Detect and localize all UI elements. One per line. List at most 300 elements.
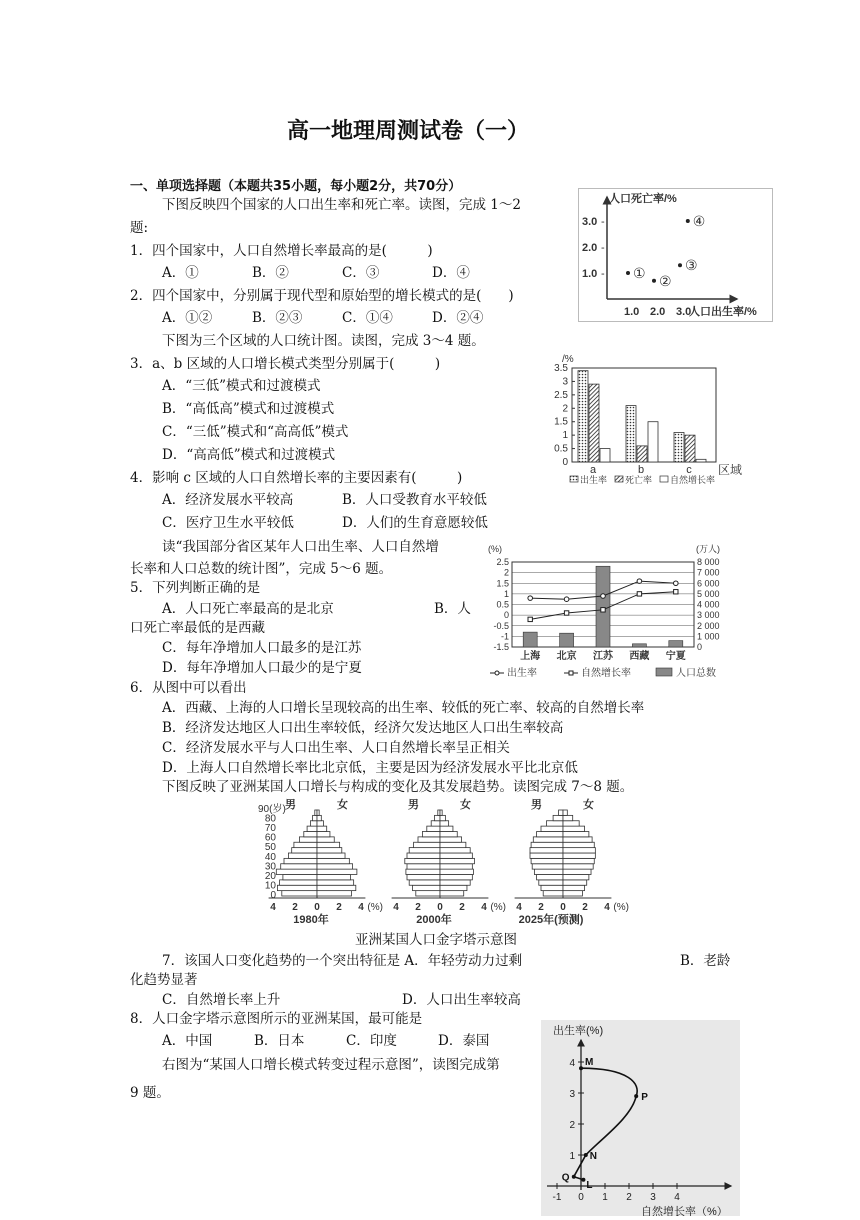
right-tick-label: 3 000	[697, 610, 720, 621]
x-tick-label: 0	[560, 902, 566, 913]
question-2: 2．四个国家中，分别属于现代型和原始型的增长模式的是( )	[130, 288, 514, 304]
male-bar	[539, 880, 563, 885]
y-tick-label: 2.5	[554, 389, 568, 401]
x-tick-label: 4	[393, 902, 399, 913]
right-tick-label: 7 000	[697, 567, 720, 578]
section-heading: 一、单项选择题（本题共35小题，每小题2分，共70分）	[130, 179, 462, 194]
bar	[674, 432, 684, 462]
male-bar	[533, 837, 563, 842]
female-bar	[317, 875, 350, 880]
age-tick-label: 0	[270, 890, 276, 901]
y-tick-mark: -	[601, 216, 605, 228]
point-label: ①	[633, 265, 646, 281]
male-bar	[307, 826, 317, 831]
male-bar	[292, 848, 317, 853]
question-5: 5．下列判断正确的是	[130, 580, 261, 596]
female-bar	[563, 832, 589, 837]
x-tick-label: 4	[674, 1192, 680, 1203]
point-growth-rate	[674, 590, 678, 594]
question-7-option-b: B．老龄	[680, 953, 731, 969]
x-tick-label: 0	[578, 1192, 584, 1203]
male-bar	[422, 832, 440, 837]
female-bar	[563, 864, 593, 869]
male-bar	[310, 821, 317, 826]
data-point	[652, 279, 656, 283]
y-tick-label: 4	[569, 1058, 575, 1069]
legend-swatch	[615, 476, 623, 482]
point-birth-rate	[674, 581, 679, 586]
x-tick-label: 4	[604, 902, 610, 913]
x-tick-label: 4	[481, 902, 487, 913]
option: B．②	[252, 265, 289, 281]
scatter-chart	[579, 189, 772, 321]
bar	[626, 406, 636, 462]
legend-marker	[495, 671, 499, 675]
curve-point	[581, 1178, 585, 1182]
female-bar	[440, 858, 474, 863]
left-tick-label: 0	[503, 610, 509, 621]
bar	[600, 449, 610, 462]
question-6-option-a: A．西藏、上海的人口增长呈现较高的出生率、较低的死亡率、较高的自然增长率	[162, 700, 645, 716]
right-tick-label: 4 000	[697, 599, 720, 610]
question-4-options-ab	[162, 489, 487, 511]
y-axis-label: 出生率(%)	[553, 1025, 604, 1037]
question-2-options	[162, 307, 483, 329]
intro-q5-6: 读“我国部分省区某年人口出生率、人口自然增	[162, 539, 439, 555]
female-bar	[563, 858, 594, 863]
point-label: ③	[685, 257, 698, 274]
female-bar	[317, 810, 319, 815]
y-tick-label: 1.5	[554, 416, 568, 428]
age-tick-label: 60	[264, 832, 276, 844]
male-bar	[416, 891, 440, 896]
male-label: 男	[531, 799, 542, 811]
female-bar	[440, 815, 445, 820]
point-birth-rate	[637, 579, 642, 584]
male-bar	[559, 810, 563, 815]
y-tick-mark: -	[601, 268, 605, 280]
page-title: 高一地理周测试卷（一）	[287, 119, 530, 144]
y-tick-label: 3	[569, 1089, 575, 1100]
legend-swatch	[570, 476, 578, 482]
left-tick-label: -1	[500, 631, 509, 642]
question-4: 4．影响 c 区域的人口自然增长率的主要因素有( )	[130, 470, 463, 486]
question-7: 7．该国人口变化趋势的一个突出特征是 A．年轻劳动力过剩	[162, 953, 523, 969]
female-bar	[317, 858, 349, 863]
legend-marker	[569, 671, 573, 675]
x-tick-label: 2	[626, 1192, 632, 1203]
y-tick-label: 0	[562, 457, 568, 468]
bar	[589, 384, 599, 462]
male-bar	[409, 880, 440, 885]
x-tick-label: 1	[602, 1192, 608, 1203]
male-bar	[541, 826, 563, 831]
female-bar	[317, 864, 353, 869]
point-label: P	[641, 1092, 648, 1104]
female-bar	[440, 853, 472, 858]
transition-curve-chart	[541, 1020, 740, 1216]
age-tick-label: 80	[264, 813, 276, 825]
question-5-option-b-cont: 口死亡率最低的是西藏	[130, 620, 265, 636]
left-tick-label: -1.5	[493, 642, 509, 652]
legend-label: 自然增长率	[581, 668, 631, 679]
x-axis-label: 区域	[718, 463, 743, 477]
pyramid-year: 2025年(预测)	[518, 914, 584, 926]
female-bar	[563, 837, 592, 842]
female-bar	[317, 821, 323, 826]
category-label: b	[637, 464, 645, 476]
female-bar	[440, 880, 470, 885]
point-label: ②	[659, 272, 672, 289]
female-bar	[440, 826, 453, 831]
curve-point	[584, 1153, 588, 1157]
male-bar	[543, 891, 563, 896]
option: D．人们的生育意愿较低	[342, 515, 488, 531]
option: C．①④	[342, 310, 393, 326]
option: A．经济发展水平较高	[162, 492, 294, 508]
female-bar	[440, 864, 472, 869]
question-3-option-c: C．“三低”模式和“高高低”模式	[162, 424, 349, 440]
female-bar	[563, 826, 585, 831]
male-bar	[405, 858, 440, 863]
male-bar	[553, 815, 563, 820]
left-unit: (%)	[488, 544, 502, 554]
category-label: a	[589, 464, 597, 476]
male-bar	[537, 832, 563, 837]
point-growth-rate	[601, 608, 605, 612]
male-bar	[276, 869, 317, 874]
question-8: 8．人口金字塔示意图所示的亚洲某国，最可能是	[130, 1011, 423, 1027]
female-bar	[563, 842, 594, 847]
male-bar	[537, 875, 563, 880]
age-tick-label: 10	[264, 880, 276, 892]
age-axis-label: 90(岁)	[258, 804, 286, 815]
age-tick-label: 50	[264, 842, 276, 854]
question-6: 6．从图中可以看出	[130, 680, 247, 696]
bar	[637, 446, 647, 462]
right-tick-label: 1 000	[697, 631, 720, 642]
left-tick-label: 1	[503, 588, 509, 599]
point-birth-rate	[601, 594, 606, 599]
legend-label: 出生率	[507, 668, 537, 679]
x-tick-label: 3.0	[676, 306, 692, 318]
male-bar	[284, 858, 317, 863]
question-3-option-b: B．“高低高”模式和过渡模式	[162, 401, 335, 417]
male-bar	[531, 842, 563, 847]
data-point	[686, 219, 690, 223]
y-tick-label: 3.0	[582, 216, 598, 228]
legend-swatch	[660, 476, 668, 482]
y-tick-label: 0.5	[554, 443, 568, 455]
point-birth-rate	[528, 596, 533, 601]
x-unit: (%)	[490, 902, 506, 913]
female-bar	[317, 826, 327, 831]
male-bar	[288, 853, 317, 858]
question-5-option-a: A．人口死亡率最高的是北京	[162, 601, 334, 617]
x-tick-label: 4	[358, 902, 364, 913]
y-tick-label: 2	[569, 1120, 575, 1131]
female-bar	[317, 885, 356, 890]
male-bar	[414, 842, 440, 847]
male-bar	[431, 821, 440, 826]
male-bar	[435, 815, 441, 820]
male-bar	[283, 875, 317, 880]
female-bar	[440, 869, 473, 874]
x-tick-label: 4	[270, 902, 276, 913]
option: A．①	[162, 265, 199, 281]
female-bar	[563, 880, 587, 885]
data-point	[626, 271, 630, 275]
bar	[685, 435, 695, 462]
figure-region-bar-chart	[548, 352, 743, 492]
question-1-options	[162, 262, 470, 284]
curve-point	[634, 1094, 638, 1098]
question-5-option-b: B．人	[434, 601, 471, 617]
legend-label: 出生率	[580, 475, 608, 485]
male-bar	[530, 853, 563, 858]
x-tick-label: 2.0	[650, 306, 666, 318]
y-tick-label: 1	[562, 430, 568, 442]
bar	[696, 459, 706, 462]
x-tick-label: 2	[459, 902, 465, 913]
point-label: M	[585, 1057, 594, 1069]
question-3: 3．a、b 区域的人口增长模式类型分别属于( )	[130, 356, 441, 372]
female-label: 女	[460, 799, 471, 811]
female-bar	[563, 848, 595, 853]
pyramid-year: 1980年	[293, 914, 329, 926]
bar	[578, 371, 588, 462]
right-tick-label: 0	[697, 642, 703, 652]
question-1: 1．四个国家中，人口自然增长率最高的是( )	[130, 243, 433, 259]
female-bar	[440, 810, 442, 815]
male-bar	[407, 853, 440, 858]
right-unit: (万人)	[696, 544, 720, 554]
curve-point	[572, 1175, 576, 1179]
question-3-option-d: D．“高高低”模式和过渡模式	[162, 447, 336, 463]
intro-q3-4: 下图为三个区域的人口统计图。读图，完成 3～4 题。	[162, 333, 485, 349]
female-bar	[317, 842, 340, 847]
question-5-option-c: C．每年净增加人口最多的是江苏	[162, 640, 362, 656]
x-tick-label: 0	[437, 902, 443, 913]
male-bar	[299, 837, 317, 842]
question-4-options-cd	[162, 512, 488, 534]
female-bar	[317, 837, 334, 842]
intro-q9-cont: 9 题。	[130, 1085, 170, 1101]
right-tick-label: 5 000	[697, 588, 720, 599]
intro-q9: 右图为“某国人口增长模式转变过程示意图”，读图完成第	[162, 1057, 500, 1073]
female-bar	[563, 891, 582, 896]
legend-label: 自然增长率	[670, 475, 716, 485]
x-axis-label: 人口出生率/%	[689, 306, 757, 318]
legend-swatch	[656, 668, 672, 676]
option: D．泰国	[438, 1033, 490, 1049]
female-bar	[440, 848, 470, 853]
y-tick-label: 2	[562, 403, 568, 415]
legend-label: 死亡率	[625, 475, 653, 485]
female-bar	[563, 810, 567, 815]
figure-birth-death-scatter	[578, 188, 773, 322]
x-tick-label: 2	[538, 902, 544, 913]
question-3-option-a: A．“三低”模式和过渡模式	[162, 378, 321, 394]
male-bar	[406, 869, 440, 874]
option: C．医疗卫生水平较低	[162, 515, 294, 531]
question-8-options	[162, 1030, 489, 1052]
figure-province-combo-chart	[484, 542, 744, 684]
point-label: ④	[692, 213, 706, 229]
female-bar	[440, 885, 467, 890]
female-bar	[440, 891, 464, 896]
male-bar	[532, 864, 563, 869]
female-bar	[317, 815, 321, 820]
female-bar	[563, 875, 589, 880]
male-bar	[541, 885, 563, 890]
option: C．印度	[346, 1033, 397, 1049]
figure-population-pyramids	[254, 796, 634, 928]
female-bar	[563, 815, 573, 820]
right-tick-label: 8 000	[697, 557, 720, 567]
x-tick-label: 2	[292, 902, 298, 913]
male-bar	[281, 864, 317, 869]
female-label: 女	[583, 799, 594, 811]
question-7-option-d: D．人口出生率较高	[402, 992, 521, 1008]
question-7-option-c: C．自然增长率上升	[162, 992, 281, 1008]
unit-label: /%	[562, 354, 574, 365]
y-axis-label: 人口死亡率/%	[609, 193, 677, 205]
question-7-option-b-cont: 化趋势显著	[130, 972, 198, 988]
female-bar	[317, 880, 354, 885]
female-bar	[440, 837, 462, 842]
point-label: N	[589, 1151, 598, 1162]
male-bar	[294, 842, 317, 847]
intro-q7-8: 下图反映了亚洲某国人口增长与构成的变化及其发展趋势。读图完成 7～8 题。	[162, 779, 634, 795]
bar-chart	[548, 352, 743, 492]
female-bar	[440, 832, 457, 837]
female-bar	[317, 848, 342, 853]
female-bar	[317, 869, 357, 874]
female-bar	[317, 832, 330, 837]
male-bar	[407, 875, 440, 880]
x-tick-label: -1	[552, 1192, 562, 1203]
bar	[648, 422, 658, 462]
question-6-option-c: C．经济发展水平与人口出生率、人口自然增长率呈正相关	[162, 740, 510, 756]
figure-growth-transition	[541, 1020, 740, 1216]
category-label: 宁夏	[665, 651, 686, 662]
age-tick-label: 40	[264, 851, 276, 863]
y-tick-label: 3	[562, 376, 568, 388]
female-bar	[563, 821, 579, 826]
bar-population	[596, 566, 610, 647]
y-tick-label: 2.0	[582, 242, 598, 254]
combo-chart	[484, 542, 744, 684]
female-bar	[317, 853, 345, 858]
category-label: c	[686, 464, 692, 476]
female-bar	[440, 842, 466, 847]
female-bar	[440, 821, 449, 826]
left-tick-label: 2.5	[496, 557, 509, 567]
question-5-option-d: D．每年净增加人口最少的是宁夏	[162, 660, 362, 676]
right-tick-label: 6 000	[697, 578, 720, 589]
female-label: 女	[337, 799, 348, 811]
option: B．日本	[254, 1033, 305, 1049]
left-tick-label: 1.5	[496, 578, 509, 589]
female-bar	[563, 869, 591, 874]
bar-population	[669, 641, 683, 647]
male-bar	[313, 815, 317, 820]
category-label: 江苏	[593, 651, 613, 662]
left-tick-label: 2	[503, 567, 509, 578]
x-tick-label: 2	[415, 902, 421, 913]
point-growth-rate	[564, 611, 568, 615]
point-label: Q	[561, 1172, 570, 1184]
x-unit: (%)	[367, 902, 383, 913]
option: C．③	[342, 265, 380, 281]
bar-population	[560, 633, 574, 647]
male-bar	[304, 832, 317, 837]
male-bar	[547, 821, 564, 826]
option: A．①②	[162, 310, 213, 326]
option: B．②③	[252, 310, 303, 326]
option: D．②④	[432, 310, 484, 326]
male-bar	[530, 848, 563, 853]
male-bar	[277, 885, 317, 890]
point-label: L	[586, 1179, 593, 1191]
option: B．人口受教育水平较低	[342, 492, 487, 508]
pyramid-caption: 亚洲某国人口金字塔示意图	[355, 932, 517, 948]
male-bar	[409, 848, 440, 853]
x-tick-label: 1.0	[624, 306, 640, 318]
left-tick-label: -0.5	[493, 620, 509, 631]
male-bar	[282, 891, 317, 896]
option: D．④	[432, 265, 470, 281]
pyramid-chart	[254, 796, 634, 928]
male-label: 男	[408, 799, 419, 811]
x-tick-label: 2	[582, 902, 588, 913]
y-tick-mark: -	[601, 242, 605, 254]
category-label: 北京	[556, 651, 577, 662]
male-bar	[418, 837, 440, 842]
point-birth-rate	[564, 597, 569, 602]
female-bar	[563, 885, 585, 890]
male-bar	[531, 858, 563, 863]
age-tick-label: 20	[264, 870, 276, 882]
male-bar	[534, 869, 563, 874]
x-unit: (%)	[613, 902, 629, 913]
left-tick-label: 0.5	[496, 599, 509, 610]
curve-point	[579, 1066, 583, 1070]
male-bar	[413, 885, 441, 890]
x-tick-label: 0	[314, 902, 320, 913]
female-bar	[317, 891, 351, 896]
pyramid-year: 2000年	[416, 914, 452, 926]
question-6-option-d: D．上海人口自然增长率比北京低，主要是因为经济发展水平比北京低	[162, 760, 578, 776]
intro-q1-2-cont: 题:	[130, 220, 149, 236]
male-label: 男	[285, 799, 296, 811]
female-bar	[563, 853, 595, 858]
male-bar	[407, 864, 440, 869]
category-label: 上海	[520, 651, 541, 662]
question-6-option-b: B．经济发达地区人口出生率较低，经济欠发达地区人口出生率较高	[162, 720, 564, 736]
point-growth-rate	[528, 617, 532, 621]
y-tick-label: 3.5	[554, 363, 568, 374]
bar-population	[523, 632, 537, 647]
bar-population	[632, 644, 646, 647]
intro-q1-2: 下图反映四个国家的人口出生率和死亡率。读图，完成 1～2	[162, 197, 521, 213]
x-tick-label: 3	[650, 1192, 656, 1203]
male-bar	[280, 880, 317, 885]
age-tick-label: 30	[264, 861, 276, 873]
y-tick-label: 1.0	[582, 268, 598, 280]
age-tick-label: 70	[264, 823, 276, 835]
